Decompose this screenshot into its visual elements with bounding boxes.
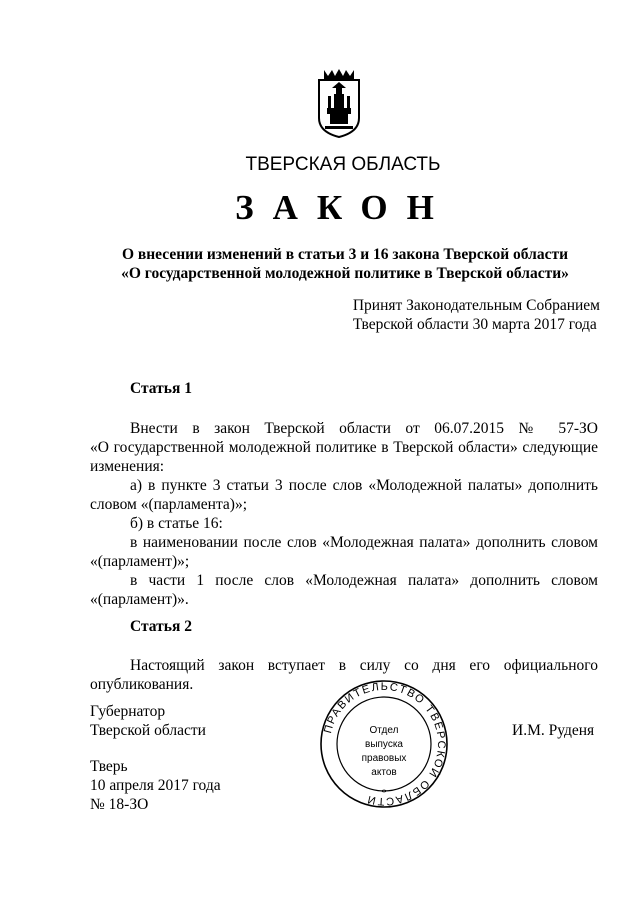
- article-1-intro-line-1: Внести в закон Тверской области от 06.07.2015 № 57-ЗО: [130, 420, 598, 437]
- item-b: б) в статье 16:: [130, 515, 223, 532]
- stamp-center-text: [352, 724, 416, 780]
- stamp-line-2: выпуска: [365, 739, 403, 750]
- item-b1-line-2: «(парламент)»;: [90, 553, 190, 570]
- signatory-position-line-2: Тверской области: [90, 722, 206, 739]
- document-type: ЗАКОН: [235, 188, 453, 227]
- adoption-note-line-1: Принят Законодательным Собранием: [352, 297, 600, 314]
- item-b2-line-1: в части 1 после слов «Молодежная палата» дополнить словом: [130, 572, 598, 589]
- stamp-line-4: актов: [371, 767, 397, 778]
- item-a-line-2: словом «(парламента)»;: [90, 496, 248, 513]
- signing-date: 10 апреля 2017 года: [90, 777, 221, 794]
- signatory-name: И.М. Руденя: [512, 722, 595, 739]
- law-number: № 18-ЗО: [90, 796, 149, 813]
- coat-of-arms-icon: [316, 66, 362, 138]
- stamp-line-3: правовых: [361, 753, 407, 764]
- article-1-heading: Статья 1: [130, 380, 192, 397]
- stamp-line-1: Отдел: [369, 725, 399, 736]
- adoption-note: [353, 296, 600, 334]
- document-title-line-2: «О государственной молодежной политике в Тверской области»: [121, 265, 569, 282]
- adoption-note-line-2: Тверской области 30 марта 2017 года: [352, 316, 597, 333]
- article-1-intro-line-2: «О государственной молодежной политике в Тверской области» следующие: [90, 439, 598, 456]
- item-b2-line-2: «(парламент)».: [90, 591, 189, 608]
- item-b1-line-1: в наименовании после слов «Молодежная палата» дополнить словом: [130, 534, 598, 551]
- article-2-text-line-2: опубликования.: [90, 676, 194, 693]
- article-1-intro-line-3: изменения:: [90, 458, 165, 475]
- article-2-text-line-1: Настоящий закон вступает в силу со дня его официального: [130, 657, 598, 674]
- document-title: [0, 245, 640, 283]
- stamp-ring-text: ПРАВИТЕЛЬСТВО ТВЕРСКОЙ ОБЛАСТИ: [322, 680, 448, 808]
- article-2-heading: Статья 2: [130, 618, 192, 635]
- stamp-star: *: [381, 788, 387, 799]
- document-title-line-1: О внесении изменений в статьи 3 и 16 закона Тверской области: [121, 246, 569, 263]
- item-a-line-1: а) в пункте 3 статьи 3 после слов «Молодежной палаты» дополнить: [130, 477, 598, 494]
- region-name: ТВЕРСКАЯ ОБЛАСТЬ: [245, 154, 441, 175]
- signatory-position-line-1: Губернатор: [90, 703, 166, 720]
- city: Тверь: [90, 758, 128, 775]
